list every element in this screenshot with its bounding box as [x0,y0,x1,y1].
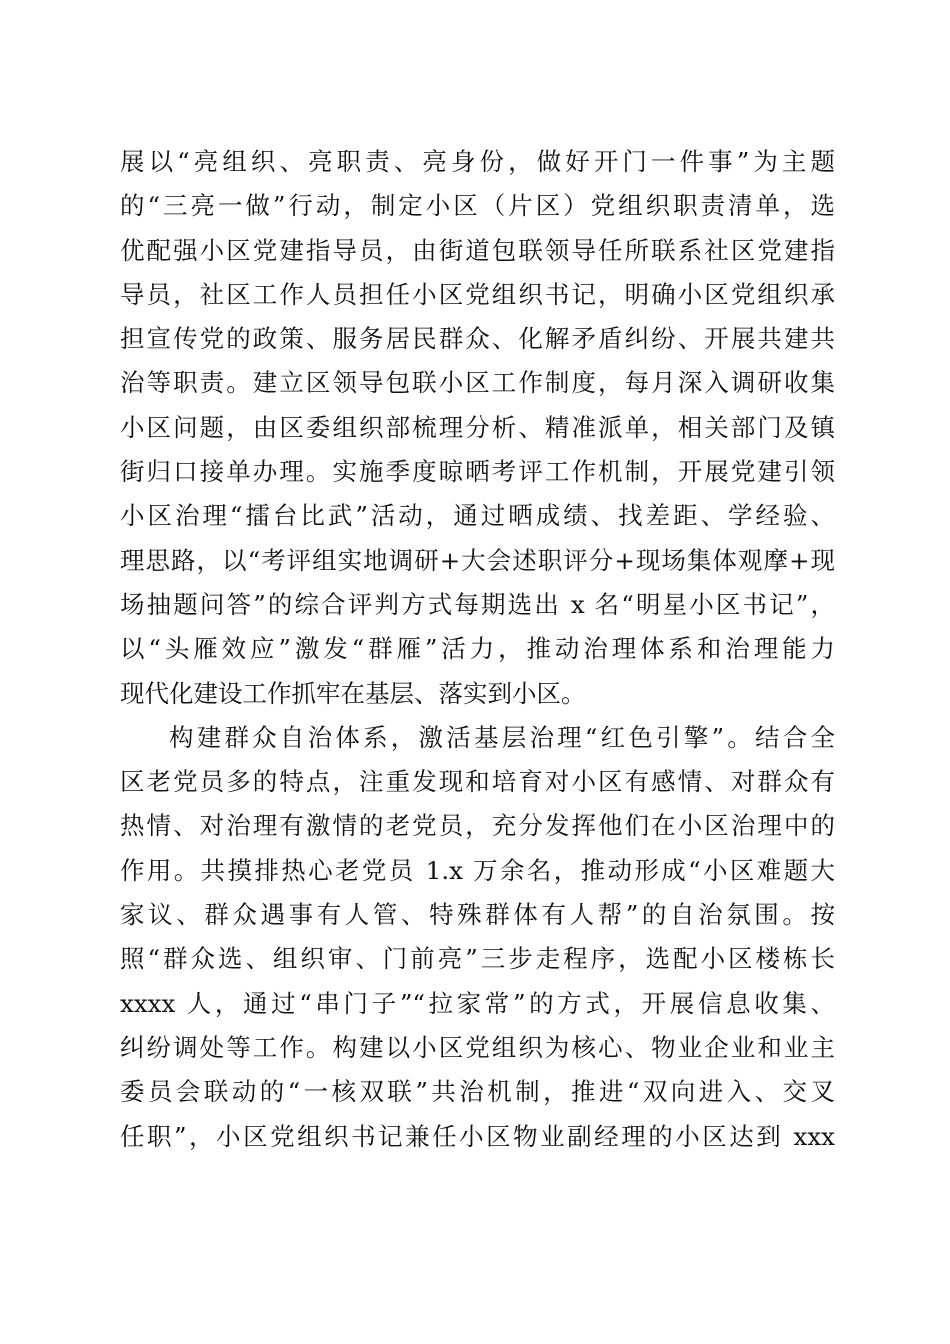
text-line: 担宣传党的政策、服务居民群众、化解矛盾纠纷、开展共建共 [120,324,835,354]
text-line: 小区问题，由区委组织部梳理分析、精准派单，相关部门及镇 [120,412,835,442]
text-line: 现代化建设工作抓牢在基层、落实到小区。 [120,678,586,708]
text-line: xxxx 人，通过“串门子”“拉家常”的方式，开展信息收集、 [120,988,835,1018]
text-line: 纠纷调处等工作。构建以小区党组织为核心、物业企业和业主 [120,1032,835,1062]
text-line: 委员会联动的“一核双联”共治机制，推进“双向进入、交叉 [120,1077,835,1107]
text-line: 小区治理“擂台比武”活动，通过晒成绩、找差距、学经验、 [120,501,835,531]
text-line: 场抽题问答”的综合评判方式每期选出 x 名“明星小区书记”， [120,589,835,619]
text-line: 优配强小区党建指导员，由街道包联领导任所联系社区党建指 [120,235,835,265]
text-line: 家议、群众遇事有人管、特殊群体有人帮”的自治氛围。按 [120,900,835,930]
text-line: 照“群众选、组织审、门前亮”三步走程序，选配小区楼栋长 [120,944,835,974]
text-line: 治等职责。建立区领导包联小区工作制度，每月深入调研收集 [120,368,835,398]
text-line: 任职”，小区党组织书记兼任小区物业副经理的小区达到 xxx [120,1121,835,1151]
text-line: 热情、对治理有激情的老党员，充分发挥他们在小区治理中的 [120,811,835,841]
text-line: 作用。共摸排热心老党员 1.x 万余名，推动形成“小区难题大 [120,855,835,885]
text-line: 理思路，以“考评组实地调研+大会述职评分+现场集体观摩+现 [120,545,835,575]
paragraph-2 [120,716,835,1159]
document-body [120,140,835,1159]
text-line: 以“头雁效应”激发“群雁”活力，推动治理体系和治理能力 [120,634,835,664]
text-line: 展以“亮组织、亮职责、亮身份，做好开门一件事”为主题 [120,147,835,176]
text-line: 构建群众自治体系，激活基层治理“红色引擎”。结合全 [169,722,835,752]
text-line: 导员，社区工作人员担任小区党组织书记，明确小区党组织承 [120,279,835,309]
text-line: 街归口接单办理。实施季度晾晒考评工作机制，开展党建引领 [120,457,835,487]
text-line: 区老党员多的特点，注重发现和培育对小区有感情、对群众有 [120,767,835,797]
text-line: 的“三亮一做”行动，制定小区（片区）党组织职责清单，选 [120,191,835,221]
paragraph-1 [120,140,835,716]
